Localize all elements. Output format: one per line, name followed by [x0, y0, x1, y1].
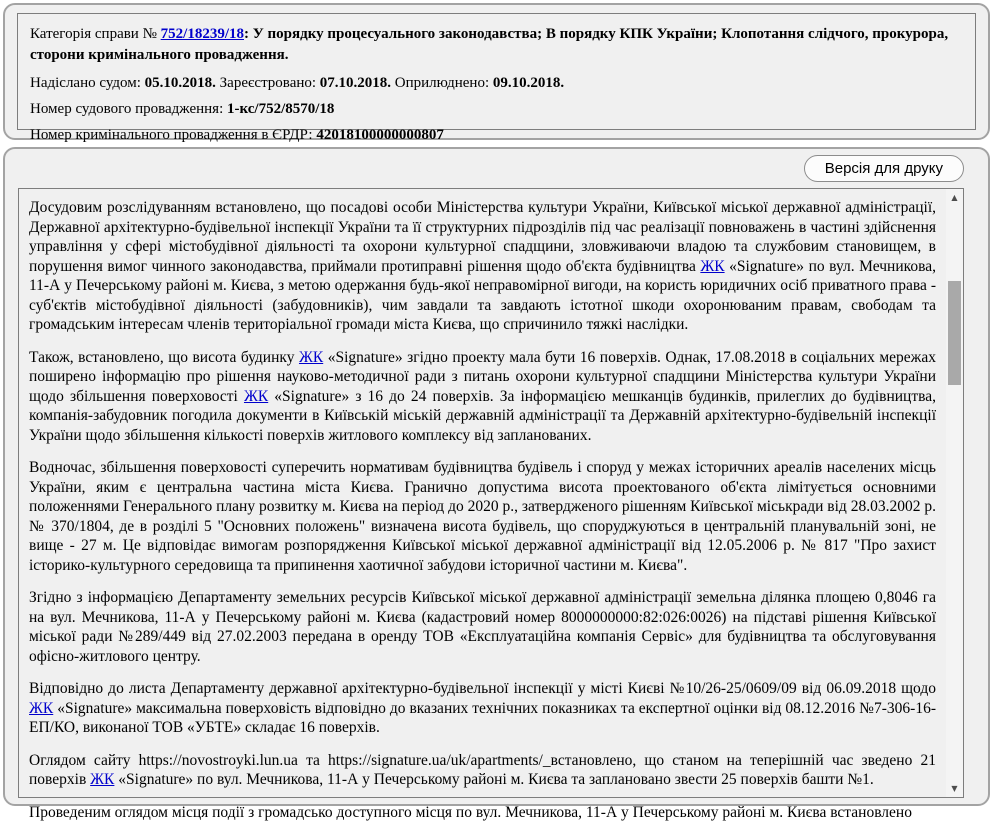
case-category-label: Категорія справи № [30, 26, 161, 42]
document-text-viewport[interactable] [19, 189, 946, 797]
paragraph-text: «Signature» максимальна поверховість відповідно до вказаних технічних показниках та експертної оцінки від 08.12.2016 №7-306-16-ЕП/КО, виконаної ТОВ «УБТЕ» складає 16 поверхів. [29, 700, 936, 737]
document-paragraph [29, 348, 936, 446]
paragraph-text: Оглядом сайту https://novostroyki.lun.ua та https://signature.ua/uk/apartments/_встановлено, що станом на теперішній час зведено 21 поверхів [29, 752, 936, 789]
vertical-scrollbar[interactable] [946, 189, 963, 797]
case-category-line [30, 24, 963, 66]
document-panel [3, 147, 990, 806]
sent-label: Надіслано судом: [30, 75, 141, 91]
zhk-link[interactable]: ЖК [700, 258, 724, 275]
zhk-link[interactable]: ЖК [244, 388, 268, 405]
document-paragraph [29, 458, 936, 575]
erdr-value: 42018100000000807 [316, 127, 444, 143]
zhk-link[interactable]: ЖК [90, 771, 114, 788]
toolbar [15, 155, 978, 182]
document-paragraph [29, 803, 936, 822]
case-info-box [17, 13, 976, 130]
paragraph-text: «Signature» згідно проекту мала бути 16 поверхів. Однак, 17.08.2018 в соціальних мережах поширено інформацію про рішення науково-методичної ради з питань охорони культурної спадщини Міністерства культури України щодо збільшення поверховості [29, 349, 936, 405]
paragraph-text: «Signature» по вул. Мечникова, 11-А у Печерському районі м. Києва та заплановано звести 25 поверхів башти №1. [114, 771, 873, 788]
registered-value: 07.10.2018. [320, 75, 391, 91]
paragraph-text: «Signature» по вул. Мечникова, 11-А у Печерському районі м. Києва, з метою одержання будь-якої неправомірної вигоди, на користь юридичних осіб приватного права - суб'єктів містобудівної діяльності (забудовників), чим завдали та завдають істотної шкоди охоронюваним правам, свободам та громадським інтересам членів територіальної громади міста Києва, що спричинило тяжкі наслідки. [29, 258, 936, 334]
registered-label: Зареєстровано: [220, 75, 316, 91]
case-info-panel [3, 3, 990, 140]
court-proceeding-label: Номер судового провадження: [30, 101, 223, 117]
document-paragraph [29, 679, 936, 738]
document-frame [18, 188, 964, 798]
scroll-down-icon: ▼ [951, 784, 957, 793]
paragraph-text: «Signature» з 16 до 24 поверхів. За інформацією мешканців будинків, прилеглих до будівництва, компанія-забудовник погодила документи в Київській міській державній адміністрації та Державній архітектурно-будівельній інспекції України щодо збільшення кількості поверхів житлового комплексу від запланованих. [29, 388, 936, 444]
zhk-link[interactable]: ЖК [299, 349, 323, 366]
published-label: Оприлюднено: [395, 75, 489, 91]
paragraph-text: Відповідно до листа Департаменту державної архітектурно-будівельної інспекції у місті Києві №10/26-25/0609/09 від 06.09.2018 щодо [29, 680, 936, 697]
paragraph-text: Також, встановлено, що висота будинку [29, 349, 299, 366]
court-proceeding-line [30, 100, 963, 118]
paragraph-text: Проведеним оглядом місця події з громадсько доступного місця по вул. Мечникова, 11-А у Печерському районі м. Києва встановлено [29, 804, 912, 821]
case-number-link[interactable]: 752/18239/18 [161, 26, 244, 42]
print-version-button[interactable]: Версія для друку [804, 155, 964, 182]
case-category-text: : У порядку процесуального законодавства; В порядку КПК України; Клопотання слідчого, прокурора, сторони кримінального провадження. [30, 26, 948, 63]
court-proceeding-value: 1-кс/752/8570/18 [227, 101, 334, 117]
document-paragraph [29, 588, 936, 666]
scroll-down-button[interactable] [946, 780, 963, 797]
paragraph-text: Водночас, збільшення поверховості суперечить нормативам будівництва будівель і споруд у межах історичних ареалів населених місць України, яким є центральна частина міста Києва. Гранично допустима висота проектованого об'єкта лімітується основними положеннями Генерального плану розвитку м. Києва на період до 2020 р., затвердженого рішенням Київської міськради від 28.03.2002 р. № 370/1804, де в розділі 5 "Основних положень" визначена висота будівель, що споруджуються в центральній планувальній зоні, не вище - 27 м. Це відповідає вимогам розпорядження Київської міської державної адміністрації від 12.05.2006 р. № 817 "Про захист історико-культурного середовища та припинення хаотичної забудови історичної частини м. Києва". [29, 459, 936, 574]
document-paragraph [29, 198, 936, 335]
scroll-up-icon: ▲ [951, 193, 957, 202]
published-value: 09.10.2018. [493, 75, 564, 91]
document-paragraph [29, 751, 936, 790]
zhk-link[interactable]: ЖК [29, 700, 53, 717]
paragraph-text: Досудовим розслідуванням встановлено, що посадові особи Міністерства культури України, Київської міської державної адміністрації, Державної архітектурно-будівельної інспекції України та її структурних підрозділів під час реалізації повноважень в частині здійснення управління у сфері містобудівної діяльності та охорони культурної спадщини, зловживаючи владою та службовим становищем, в порушення вимог чинного законодавства, приймали протиправні рішення щодо об'єкта будівництва [29, 199, 936, 275]
document-body [29, 198, 936, 822]
sent-value: 05.10.2018. [145, 75, 216, 91]
dates-line [30, 74, 963, 92]
erdr-line [30, 126, 963, 144]
erdr-label: Номер кримінального провадження в ЄРДР: [30, 127, 313, 143]
scrollbar-thumb[interactable] [948, 281, 961, 385]
paragraph-text: Згідно з інформацією Департаменту земельних ресурсів Київської міської державної адміністрації земельна ділянка площею 0,8046 га на вул. Мечникова, 11-А у Печерському районі м. Києва (кадастровий номер 8000000000:82:026:0026) на підставі рішення Київської міської ради №289/449 від 27.02.2003 передана в оренду ТОВ «Експлуатаційна компанія Сервіс» для будівництва та обслуговування офісно-житлового центру. [29, 589, 936, 665]
scroll-up-button[interactable] [946, 189, 963, 206]
